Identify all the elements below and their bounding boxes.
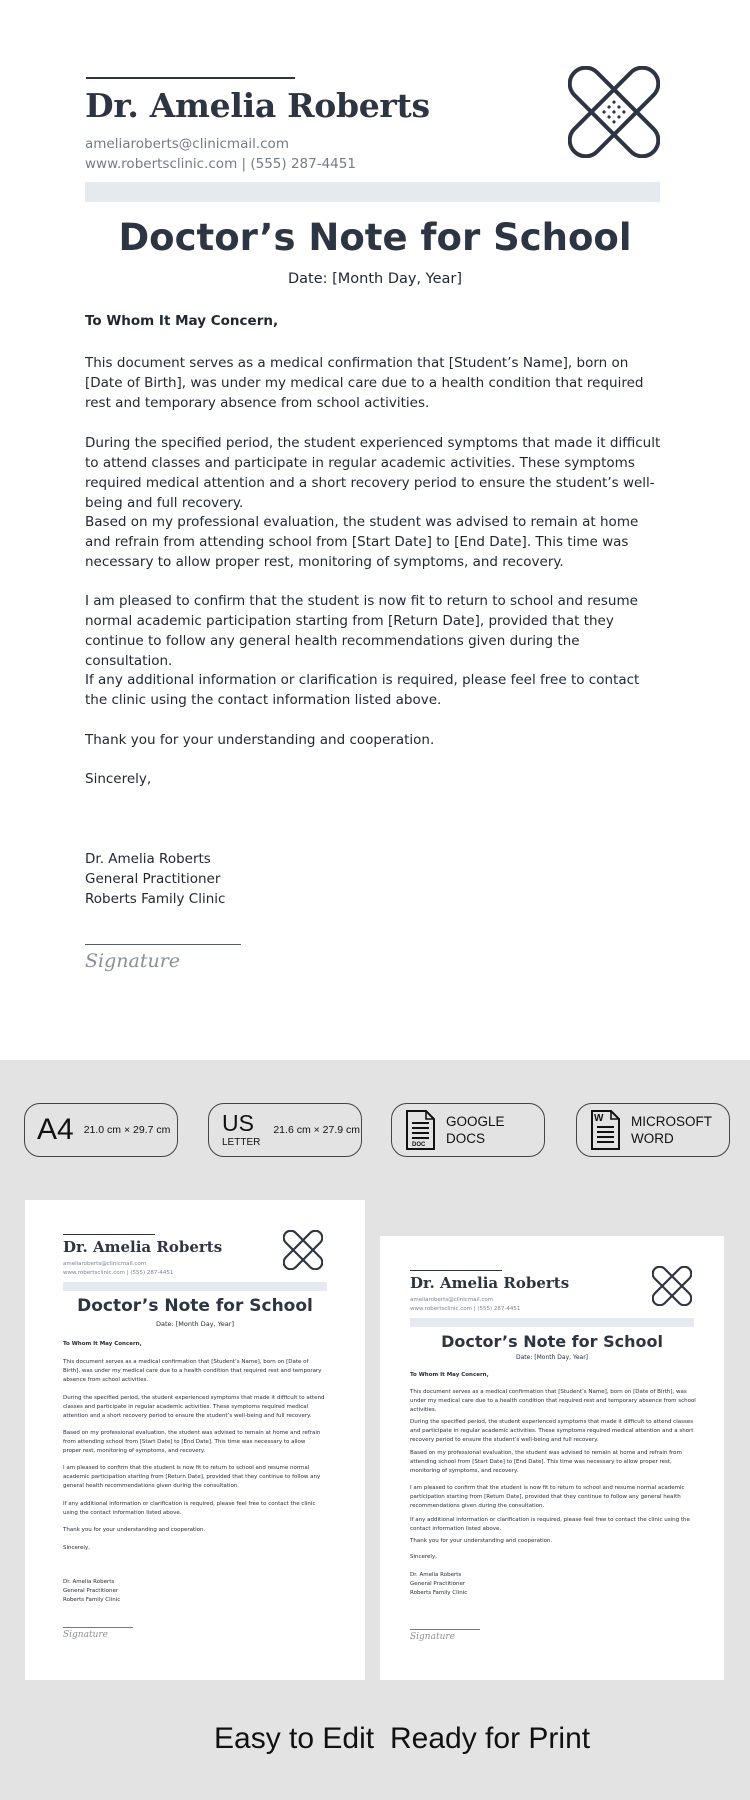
paragraph-5: If any additional information or clarification is required, please feel free to contact the clinic using the contact information listed above. — [85, 672, 640, 708]
closing: Sincerely, — [85, 771, 152, 787]
google-docs-file-icon — [404, 1109, 436, 1151]
document-title: Doctor’s Note for School — [118, 216, 632, 259]
header-band — [85, 182, 660, 202]
word-icon-text: W — [594, 1113, 604, 1124]
google-docs-badge — [391, 1103, 545, 1157]
a4-preview-thumbnail: Dr. Amelia Roberts ameliaroberts@clinicmail.com www.robertsclinic.com | (555) 287-4451 Doctor’s Note for School Date: [Month Day, Year] To Whom It May Concern, This document serves as a medical confirmation that [Student’s Name], born on [Date of Birth], was under my medical care due to a health condition that required rest and temporary absence from school activities. During the specified period, the student experienced symptoms that made it difficult to attend classes and participate in regular academic activities. These symptoms required medical attention and a short recovery period to ensure the student’s well-being and full recovery. Based on my professional evaluation, the student was advised to remain at home and refrain from attending school from [Start Date] to [End Date]. This time was necessary to allow proper rest, monitoring of symptoms, and recovery. I am pleased to confirm that the student is now fit to return to school and resume normal academic participation starting from [Return Date], provided that they continue to follow any general health recommendations given during the consultation. If any additional information or clarification is required, please feel free to contact the clinic using the contact information listed above. Thank you for your understanding and cooperation. Sincerely, Dr. Amelia Roberts General Practitioner Roberts Family Clinic Signature — [25, 1200, 365, 1680]
microsoft-word-label: MICROSOFT WORD — [631, 1114, 712, 1146]
thumb-bandage-icon — [283, 1230, 323, 1270]
us-code: US — [222, 1110, 254, 1136]
sig-clinic: Roberts Family Clinic — [85, 891, 226, 907]
paragraph-2: During the specified period, the student experienced symptoms that made it difficult to attend classes and participate in regular academic activities. These symptoms required medical attention and a short recovery period to ensure the student’s well-being and full recovery. — [85, 435, 661, 511]
sig-role: General Practitioner — [85, 871, 221, 887]
paragraph-3: Based on my professional evaluation, the student was advised to remain at home and refrain from attending school from [Start Date] to [End Date]. This time was necessary to allow proper rest, monitoring of symptoms, and recovery. — [85, 514, 639, 570]
bandage-logo-icon — [568, 66, 660, 158]
a4-size: 21.0 cm × 29.7 cm — [83, 1124, 171, 1136]
paragraph-4: I am pleased to confirm that the student is now fit to return to school and resume normal academic participation starting from [Return Date], provided that they continue to follow any general health recommendations given during the consultation. — [85, 593, 638, 669]
us-sub: LETTER — [222, 1137, 261, 1148]
a4-code: A4 — [37, 1113, 74, 1146]
us-letter-badge — [208, 1103, 362, 1157]
word-file-icon — [589, 1109, 621, 1151]
header-rule — [86, 77, 295, 79]
document-date: Date: [Month Day, Year] — [287, 271, 463, 287]
signature-block — [85, 849, 225, 909]
us-size: 21.6 cm × 27.9 cm — [273, 1124, 361, 1136]
caption-easy-to-edit: Easy to Edit — [214, 1722, 375, 1755]
sig-name: Dr. Amelia Roberts — [85, 851, 211, 867]
a4-size-badge — [24, 1103, 178, 1157]
doctor-name: Dr. Amelia Roberts — [85, 86, 430, 125]
contact-email: ameliaroberts@clinicmail.com — [85, 136, 289, 152]
salutation: To Whom It May Concern, — [85, 313, 279, 329]
microsoft-word-badge — [576, 1103, 730, 1157]
google-docs-label: GOOGLE DOCS — [446, 1114, 505, 1146]
signature-line — [85, 944, 241, 945]
caption-ready-for-print: Ready for Print — [390, 1722, 591, 1755]
gdocs-icon-text: DOC — [412, 1142, 426, 1148]
contact-web-phone: www.robertsclinic.com | (555) 287-4451 — [85, 156, 356, 172]
us-letter-preview-thumbnail: Dr. Amelia Roberts ameliaroberts@clinicmail.com www.robertsclinic.com | (555) 287-4451 Doctor’s Note for School Date: [Month Day, Year] To Whom It May Concern, This document serves as a medical confirmation that [Student’s Name], born on [Date of Birth], was under my medical care due to a health condition that required rest and temporary absence from school activities. During the specified period, the student experienced symptoms that made it difficult to attend classes and participate in regular academic activities. These symptoms required medical attention and a short recovery period to ensure the student’s well-being and full recovery. Based on my professional evaluation, the student was advised to remain at home and refrain from attending school from [Start Date] to [End Date]. This time was necessary to allow proper rest, monitoring of symptoms, and recovery. I am pleased to confirm that the student is now fit to return to school and resume normal academic participation starting from [Return Date], provided that they continue to follow any general health recommendations given during the consultation. If any additional information or clarification is required, please feel free to contact the clinic using the contact information listed above. Thank you for your understanding and cooperation. Sincerely, Dr. Amelia Roberts General Practitioner Roberts Family Clinic Signature — [380, 1236, 724, 1680]
signature-label: Signature — [85, 950, 181, 972]
thumb-bandage-icon — [652, 1266, 692, 1306]
paragraph-1: This document serves as a medical confirmation that [Student’s Name], born on [Date of Birth], was under my medical care due to a health condition that required rest and temporary absence from school activities. — [85, 355, 644, 411]
paragraph-6: Thank you for your understanding and cooperation. — [85, 732, 435, 748]
